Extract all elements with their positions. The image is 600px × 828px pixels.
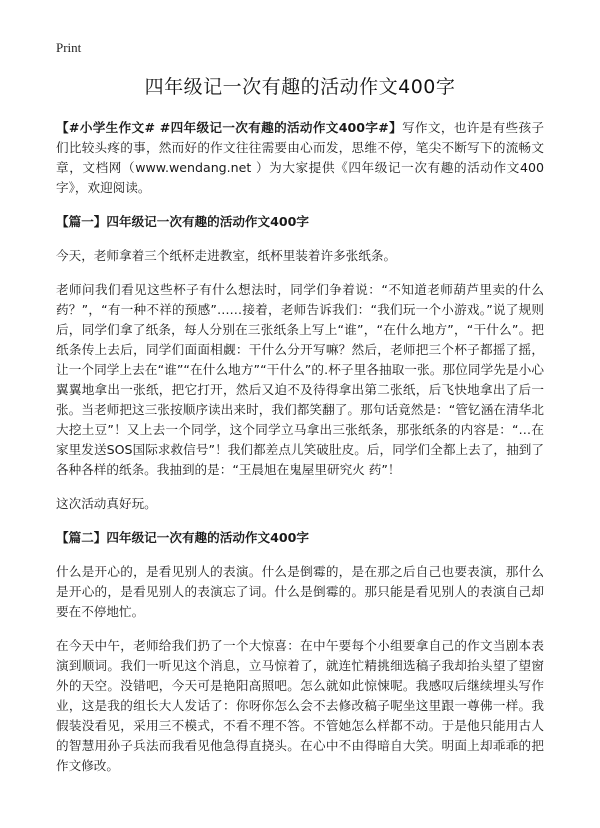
article-body <box>56 118 544 790</box>
section-1-paragraph-2: 老师问我们看见这些杯子有什么想法时，同学们争着说：“不知道老师葫芦里卖的什么药？”，“有一种不祥的预感”……接着，老师告诉我们：“我们玩一个小游戏。”说了规则后，同学们拿了纸条，每人分别在三张纸条上写上“谁”，“在什么地方”，“干什么”。把纸条传上去后，同学们面面相觑：干什么分开写嘛？然后，老师把三个杯子都摇了摇，让一个同学上去在“谁”“在什么地方”“干什么”的.杯子里各抽取一张。那位同学先是小心翼翼地拿出一张纸，把它打开，然后又迫不及待得拿出第二张纸，后飞快地拿出了后一张。当老师把这三张按顺序读出来时，我们都笑翻了。那句话竟然是：“管钇涵在清华北大挖土豆”！又上去一个同学，这个同学立马拿出三张纸条，那张纸条的内容是：“…在家里发送SOS国际求救信号”！我们都差点儿笑破肚皮。后，同学们全都上去了，抽到了各种各样的纸条。我抽到的是：“王晨旭在鬼屋里研究火 药”！ <box>56 282 544 477</box>
section-2-paragraph-1: 什么是开心的，是看见别人的表演。什么是倒霉的，是在那之后自己也要表演，那什么是开心的，是看见别人的表演忘了词。什么是倒霉的。那只能是看见别人的表演自己却要在不停地忙。 <box>56 564 544 619</box>
print-link[interactable]: Print <box>56 40 82 55</box>
page-title: 四年级记一次有趣的活动作文400字 <box>144 76 456 98</box>
section-1-paragraph-1: 今天，老师拿着三个纸杯走进教室，纸杯里装着许多张纸条。 <box>56 248 397 263</box>
intro-text: 写作文，也许是有些孩子们比较头疼的事，然而好的作文往往需要由心而发，思维不停，笔尖不断写下的流畅文章，文档网（www.wendang.net ）为大家提供《四年级记一次有趣的活动作文400字》，欢迎阅读。 <box>56 120 545 195</box>
section-heading-2: 【篇二】四年级记一次有趣的活动作文400字 <box>56 530 309 545</box>
intro-tag: 【#小学生作文# #四年级记一次有趣的活动作文400字#】 <box>56 120 403 135</box>
intro-paragraph <box>56 118 544 198</box>
section-2-paragraph-2: 在今天中午，老师给我们扔了一个大惊喜：在中午要每个小组要拿自己的作文当剧本表演到顺词。我们一听见这个消息，立马惊着了，就连忙精挑细选稿子我却抬头望了望窗外的天空。没错吧，今天可是艳阳高照吧。怎么就如此惊悚呢。我感叹后继续埋头写作业，这是我的组长大人发话了：你呀你怎么会不去修改稿子呢坐这里跟一尊佛一样。我假装没看见，采用三不模式，不看不理不答。不管她怎么样都不动。于是他只能用古人的智慧用孙子兵法而我看见他急得直挠头。在心中不由得暗自大笑。明面上却乖乖的把作文修改。 <box>56 638 544 773</box>
section-1-paragraph-3: 这次活动真好玩。 <box>56 496 157 511</box>
section-heading-1: 【篇一】四年级记一次有趣的活动作文400字 <box>56 214 309 229</box>
